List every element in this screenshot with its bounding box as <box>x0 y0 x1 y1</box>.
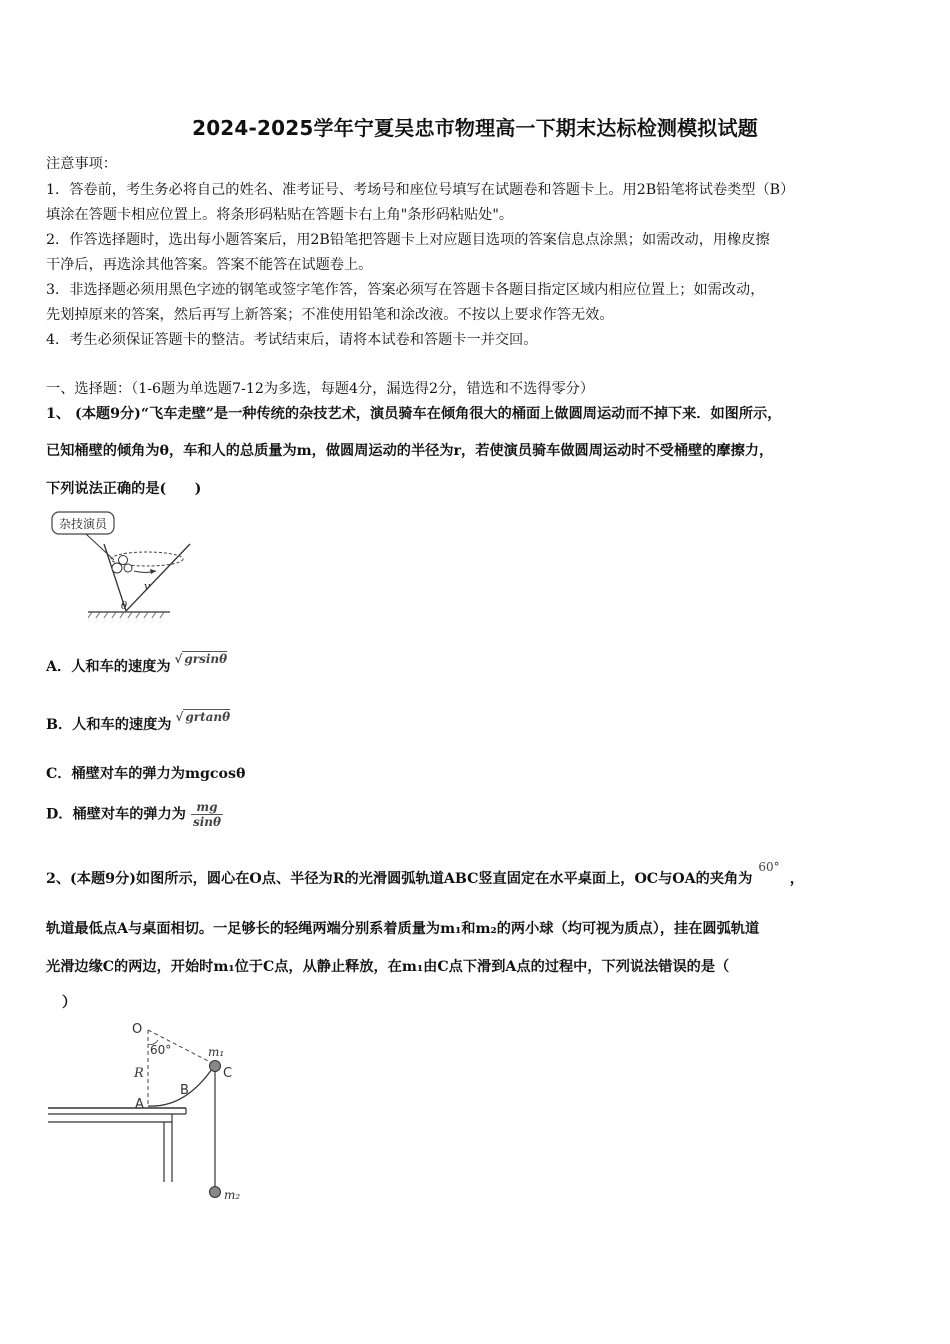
theta-label: θ <box>121 601 128 612</box>
q1-option-b <box>46 710 231 734</box>
point-a-label: A <box>135 1097 144 1112</box>
pointer-line <box>86 534 114 560</box>
rider <box>119 556 128 565</box>
notice-item: 干净后，再选涂其他答案。答案不能答在试题卷上。 <box>46 257 373 273</box>
notice-item: 1．答卷前，考生务必将自己的姓名、准考证号、考场号和座位号填写在试题卷和答题卡上。用2B铅笔将试卷类型（B） <box>46 182 795 198</box>
option-b-text: B．人和车的速度为 <box>46 717 172 733</box>
q2-stem-line: 轨道最低点A与桌面相切。一足够长的轻绳两端分别系着质量为m₁和m₂的两小球（均可视为质点），挂在圆弧轨道 <box>46 921 760 937</box>
radius-label: R <box>134 1066 144 1081</box>
ground-hatch <box>88 612 164 618</box>
notice-item: 先划掉原来的答案，然后再写上新答案；不准使用铅笔和涂改液。不按以上要求作答无效。 <box>46 307 614 323</box>
point-c-label: C <box>223 1066 233 1081</box>
q1-option-a <box>46 652 228 676</box>
page-title: 2024-2025学年宁夏吴忠市物理高一下期末达标检测模拟试题 <box>192 116 758 140</box>
angle-value: 60° <box>758 860 780 874</box>
m1-label: m₁ <box>208 1045 225 1059</box>
q1-stem-line: 已知桶壁的倾角为θ，车和人的总质量为m，做圆周运动的半径为r，若使演员骑车做圆周运动时不受桶壁的摩擦力， <box>46 443 774 459</box>
figure-label: 杂技演员 <box>58 517 108 531</box>
notice-item: 填涂在答题卡相应位置上。将条形码粘贴在答题卡右上角"条形码粘贴处"。 <box>46 207 514 223</box>
option-a-formula: √ grsinθ <box>174 652 228 666</box>
q1-option-c: C．桶壁对车的弹力为mgcosθ <box>46 766 246 782</box>
rider <box>124 564 132 572</box>
option-a-text: A．人和车的速度为 <box>46 659 171 675</box>
point-b-label: B <box>180 1083 189 1098</box>
notice-heading: 注意事项： <box>46 156 117 172</box>
notice-item: 2．作答选择题时，选出每小题答案后，用2B铅笔把答题卡上对应题目选项的答案信息点涂黑；如需改动，用橡皮擦 <box>46 232 770 248</box>
q1-stem-line: 下列说法正确的是( ) <box>46 481 202 497</box>
cone-wall <box>126 544 190 611</box>
section-heading: 一、选择题：（1-6题为单选题7-12为多选，每题4分，漏选得2分，错选和不选得零分） <box>46 381 595 397</box>
ball-m2 <box>210 1187 221 1198</box>
q2-stem-line: 光滑边缘C的两边，开始时m₁位于C点，从静止释放，在m₁由C点下滑到A点的过程中，下列说法错误的是（ <box>46 959 730 975</box>
ball-m1 <box>210 1061 221 1072</box>
point-o-label: O <box>132 1022 143 1037</box>
arrow-head <box>150 569 156 574</box>
velocity-label: v <box>144 580 151 593</box>
m2-label: m₂ <box>224 1188 241 1202</box>
option-d-fraction: $\frac{mg}{\sin\theta}$ <box>192 800 221 829</box>
q1-option-d <box>46 800 223 829</box>
notice-item: 4．考生必须保证答题卡的整洁。考试结束后，请将本试卷和答题卡一并交回。 <box>46 332 538 348</box>
q1-figure <box>46 508 266 624</box>
rider <box>112 563 122 573</box>
q2-figure <box>46 1016 266 1216</box>
option-d-text: D．桶壁对车的弹力为 <box>46 806 186 823</box>
angle-label: 60° <box>150 1043 172 1057</box>
notice-item: 3．非选择题必须用黑色字迹的钢笔或签字笔作答，答案必须写在答题卡各题目指定区域内相应位置上；如需改动， <box>46 282 765 298</box>
option-b-formula: √ grtanθ <box>175 710 231 724</box>
q1-stem-line: 1、 (本题9分)“飞车走壁”是一种传统的杂技艺术，演员骑车在倾角很大的桶面上做圆周运动而不掉下来．如图所示， <box>46 406 782 422</box>
q2-stem-line: ） <box>62 995 77 1011</box>
q2-stem-line: 2、(本题9分)如图所示，圆心在O点、半径为R的光滑圆弧轨道ABC竖直固定在水平桌面上，OC与OA的夹角为$^{60^\circ}$， <box>46 860 804 887</box>
